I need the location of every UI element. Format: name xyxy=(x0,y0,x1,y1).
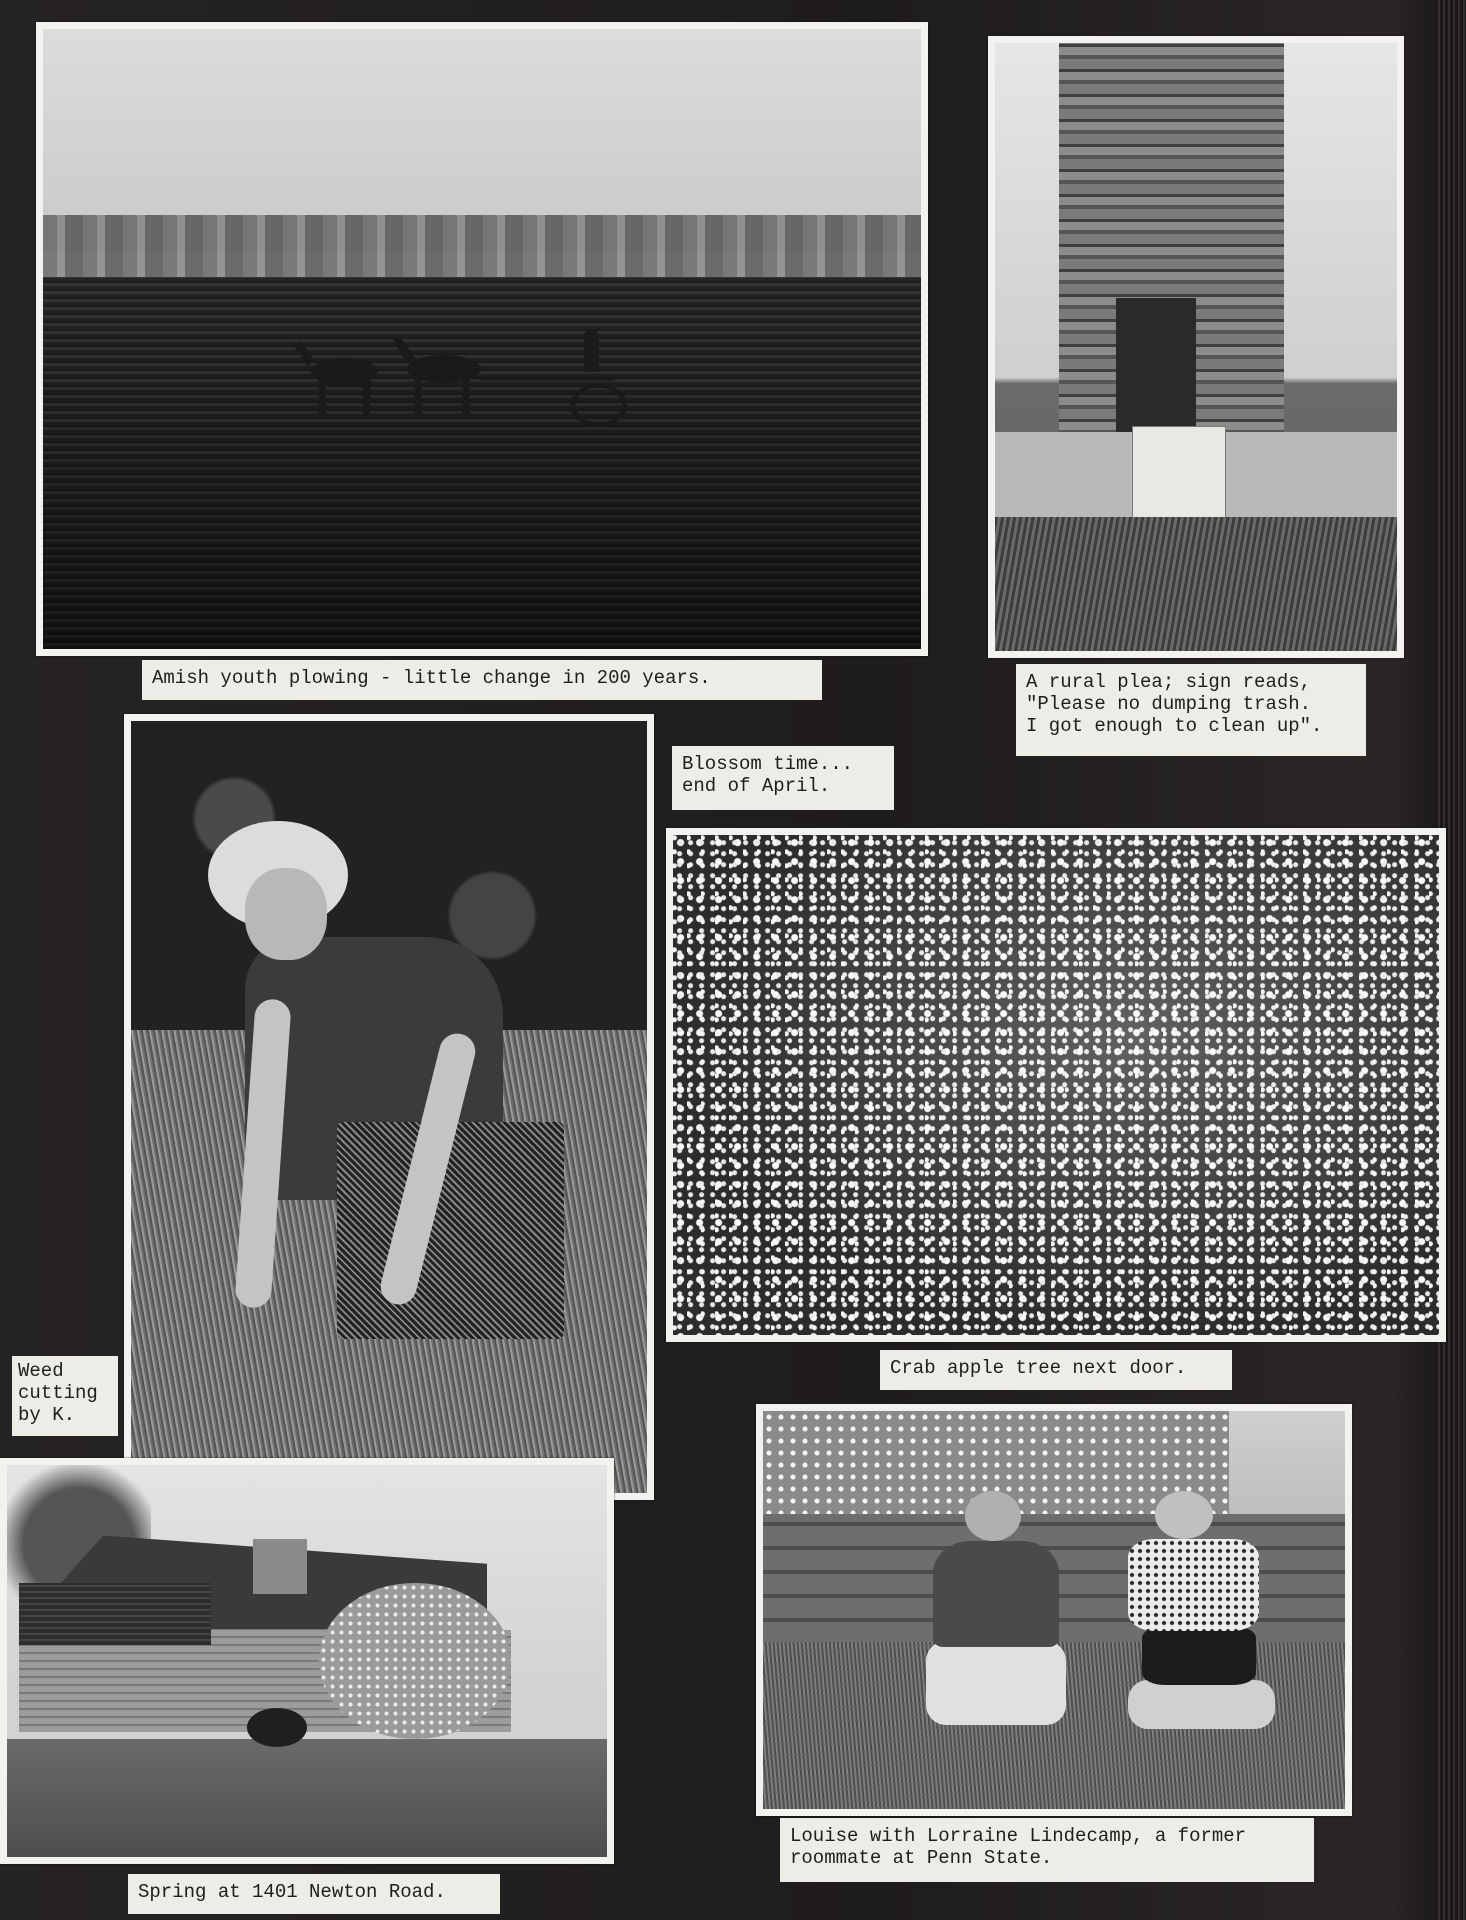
photo-amish-plowing xyxy=(36,22,928,656)
mule-team-figure xyxy=(289,327,658,439)
caption-house: Spring at 1401 Newton Road. xyxy=(128,1874,500,1914)
caption-friends: Louise with Lorraine Lindecamp, a former roommate at Penn State. xyxy=(780,1818,1314,1882)
trash-sign xyxy=(1132,426,1226,519)
house-image xyxy=(7,1465,607,1857)
photo-crab-apple xyxy=(666,828,1446,1342)
weed-cutting-image xyxy=(131,721,647,1493)
caption-crab-apple: Crab apple tree next door. xyxy=(880,1350,1232,1390)
photo-chimney-ruin xyxy=(988,36,1404,658)
chimney-image xyxy=(995,43,1397,651)
note-blossom-time: Blossom time... end of April. xyxy=(672,746,894,810)
crab-apple-image xyxy=(673,835,1439,1335)
caption-amish-plowing: Amish youth plowing - little change in 200 years. xyxy=(142,660,822,700)
photo-house xyxy=(0,1458,614,1864)
photo-weed-cutting xyxy=(124,714,654,1500)
caption-chimney-ruin: A rural plea; sign reads, "Please no dumping trash. I got enough to clean up". xyxy=(1016,664,1366,756)
person-louise xyxy=(926,1491,1066,1770)
plowing-image xyxy=(43,29,921,649)
friends-image xyxy=(763,1411,1345,1809)
photo-friends xyxy=(756,1404,1352,1816)
person-lorraine xyxy=(1112,1491,1275,1762)
caption-weed-cutting: Weed cutting by K. xyxy=(12,1356,118,1436)
